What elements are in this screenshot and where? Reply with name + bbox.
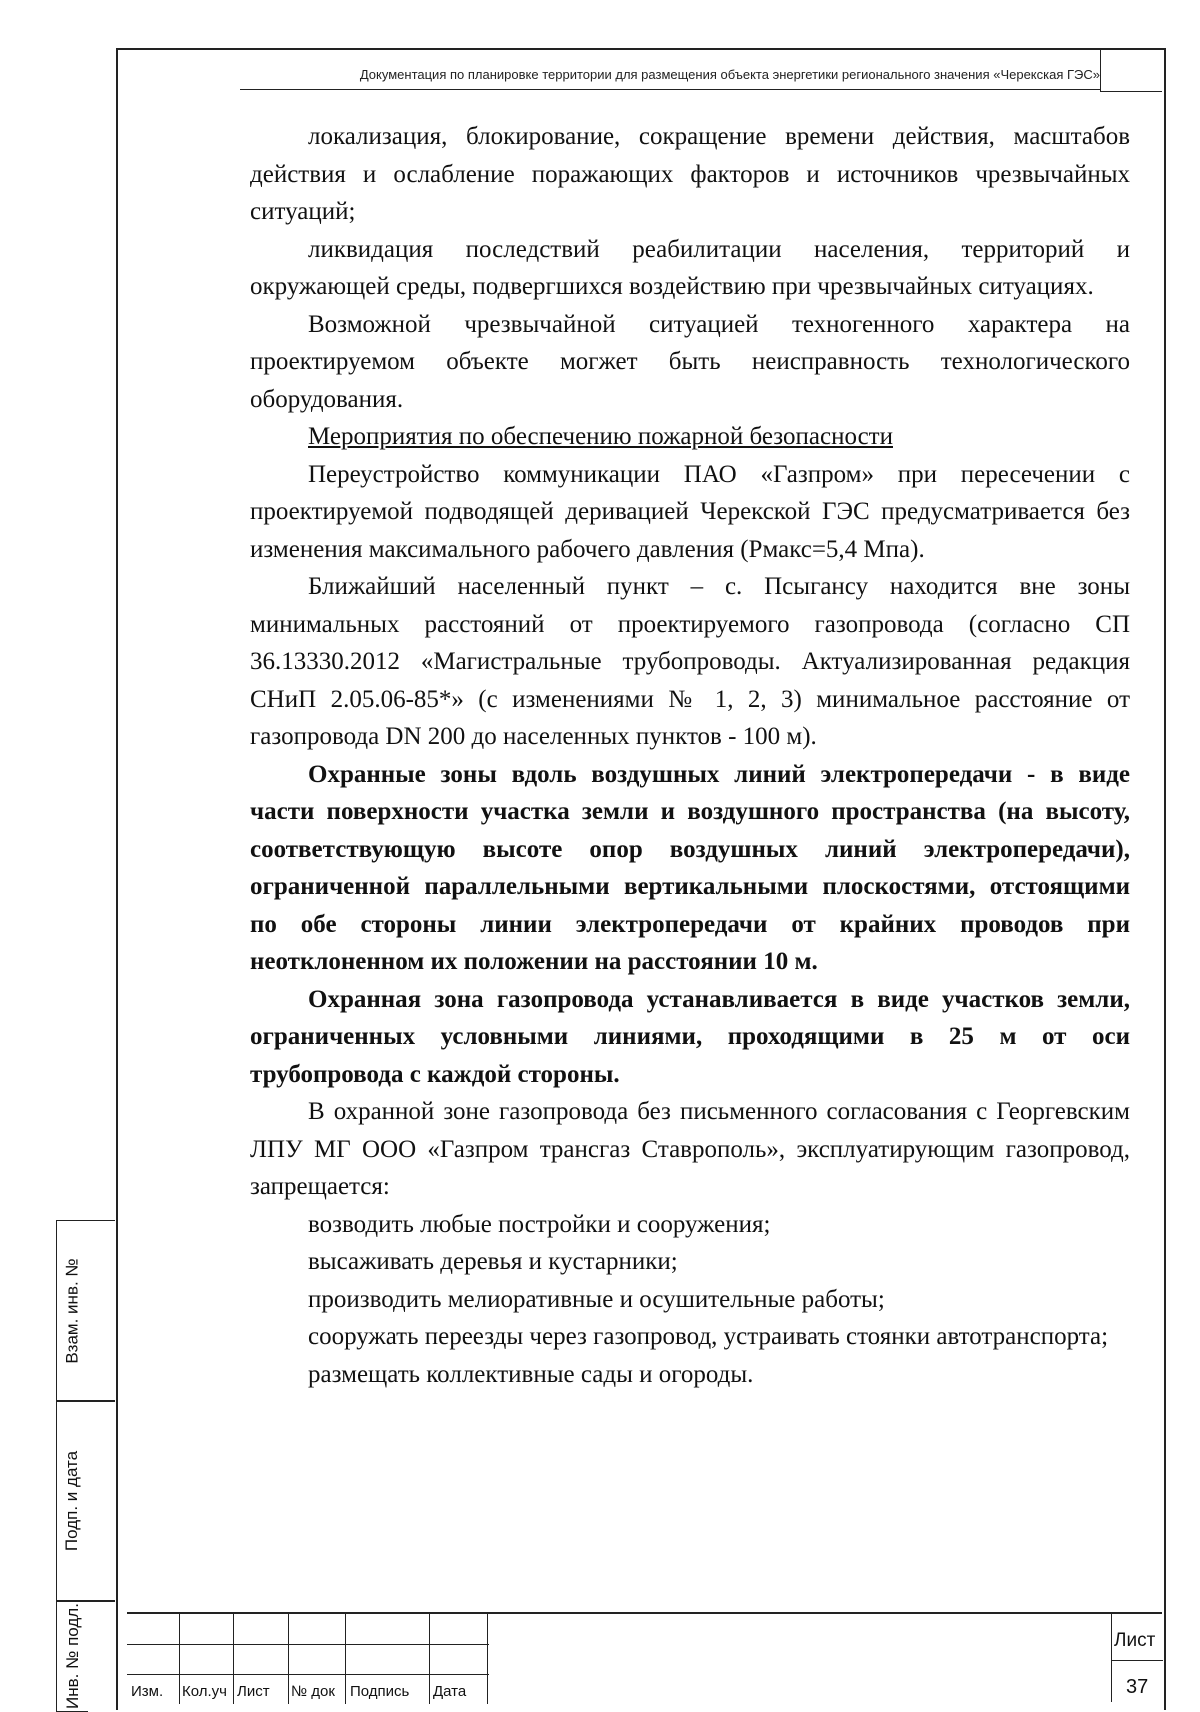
sheet-box-divider — [1112, 1660, 1163, 1661]
side-stamp-cell — [87, 1600, 115, 1711]
list-item: возводить любые постройки и сооружения; — [308, 1210, 771, 1238]
side-label-inv-zam: Взам. инв. № — [62, 1258, 82, 1364]
paragraph: Переустройство коммуникации ПАО «Газпром» при пересечении с проектируемой подводящей деривацией Черекской ГЭС предусматривается без изменения максимального рабочего давления (Рмакс=5,4 Мпа). — [250, 460, 1130, 563]
side-stamp-inv-orig — [56, 1600, 88, 1712]
side-label-sign-date: Подп. и дата — [62, 1450, 82, 1552]
header-rule — [240, 89, 1100, 90]
col-kolvo-label: Кол.уч — [182, 1683, 227, 1700]
section-heading-text: Мероприятия по обеспечению пожарной безопасности — [308, 423, 893, 450]
col-sign-label: Подпись — [350, 1683, 410, 1700]
list-item: сооружать переезды через газопровод, устраивать стоянки автотранспорта; — [308, 1323, 1109, 1350]
col-date-label: Дата — [433, 1683, 467, 1700]
col-doc-label: № док — [291, 1683, 335, 1700]
side-stamp-cell — [87, 1400, 115, 1602]
paragraph: В охранной зоне газопровода без письменного согласования с Георгевским ЛПУ МГ ООО «Газпром трансгаз Ставрополь», эксплуатирующим газопровод, запрещается: — [250, 1098, 1130, 1200]
header-corner-box — [1100, 48, 1162, 92]
paragraph: локализация, блокирование, сокращение времени действия, масштабов действия и ослабление поражающих факторов и источников чрезвычайных ситуаций; — [250, 123, 1130, 225]
sheet-number: 37 — [1126, 1676, 1149, 1698]
list-item: производить мелиоративные и осушительные работы; — [308, 1285, 885, 1313]
list-item: размещать коллективные сады и огороды. — [308, 1360, 754, 1388]
section-heading — [250, 418, 1130, 456]
side-stamp-sign-date — [56, 1400, 88, 1602]
paragraph: Возможной чрезвычайной ситуацией техногенного характера на проектируемом объекте могжет быть неисправность технологического оборудования. — [250, 310, 1130, 413]
sheet-label: Лист — [1114, 1630, 1156, 1651]
side-label-inv-orig: Инв. № подл. — [62, 1603, 82, 1709]
side-stamp-cell — [87, 1220, 115, 1402]
paragraph-bold: Охранная зона газопровода устанавливается в виде участков земли, ограниченных условными линиями, проходящими в 25 м от оси трубопровода с каждой стороны. — [250, 985, 1130, 1088]
col-list-label: Лист — [237, 1683, 270, 1700]
col-izm-label: Изм. — [131, 1683, 164, 1700]
document-header: Документация по планировке территории для размещения объекта энергетики регионального значения «Черекская ГЭС» — [359, 67, 1100, 82]
title-block — [127, 1612, 1162, 1704]
document-body — [250, 118, 1130, 1393]
side-stamp-inv-zam — [56, 1220, 88, 1402]
sheet-number-box — [1111, 1612, 1163, 1702]
paragraph: ликвидация последствий реабилитации населения, территорий и окружающей среды, подвергшихся воздействию при чрезвычайных ситуациях. — [250, 235, 1130, 300]
paragraph-bold: Охранные зоны вдоль воздушных линий электропередачи - в виде части поверхности участка земли и воздушного пространства (на высоту, соответствующую высоте опор воздушных линий электропередачи), ограниченной параллельными вертикальными плоскостями, отстоящими по обе стороны линии электропередачи от крайних проводов при неотклоненном их положении на расстоянии 10 м. — [250, 760, 1130, 975]
paragraph: Ближайший населенный пункт – с. Псыгансу находится вне зоны минимальных расстояний от проектируемого газопровода (согласно СП 36.13330.2012 «Магистральные трубопроводы. Актуализированная редакция СНиП 2.05.06-85*» (с изменениями № 1, 2, 3) минимальное расстояние от газопровода DN 200 до населенных пунктов - 100 м). — [250, 573, 1130, 750]
list-item: высаживать деревья и кустарники; — [308, 1248, 678, 1275]
